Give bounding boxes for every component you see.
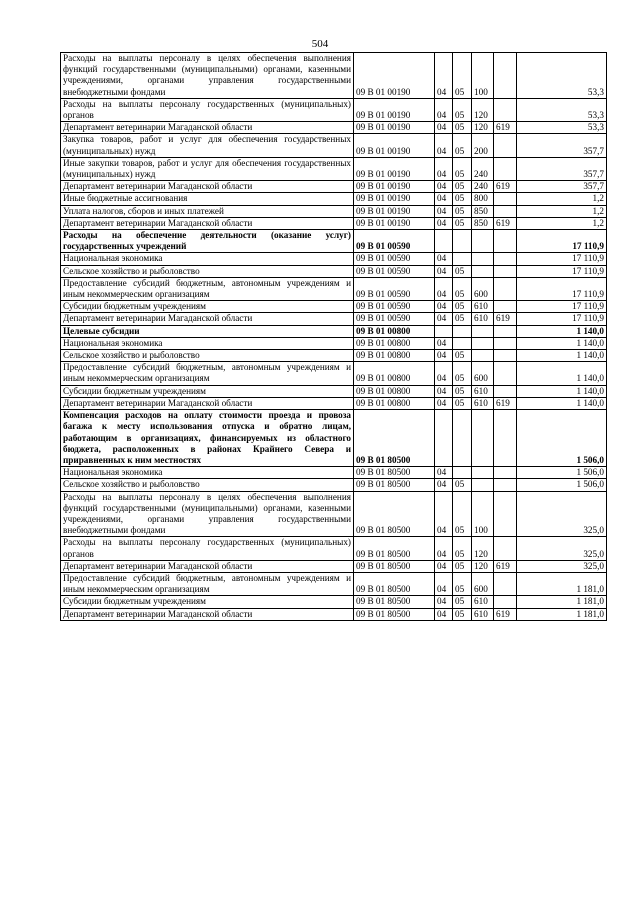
- department-code: [494, 537, 517, 560]
- amount: 17 110,9: [517, 265, 607, 277]
- section-code: 04: [435, 572, 453, 595]
- department-code: 619: [494, 397, 517, 409]
- row-name: Предоставление субсидий бюджетным, автономным учреждениям и иным некоммерческим организациям: [61, 362, 354, 385]
- amount: 17 110,9: [517, 253, 607, 265]
- amount: 1 140,0: [517, 362, 607, 385]
- expense-type: [472, 325, 494, 337]
- subsection-code: 05: [453, 350, 472, 362]
- table-row: [61, 537, 607, 560]
- row-name: Иные закупки товаров, работ и услуг для обеспечения государственных (муниципальных) нужд: [61, 157, 354, 180]
- section-code: 04: [435, 313, 453, 325]
- target-code: 09 В 01 00590: [354, 301, 435, 313]
- target-code: 09 В 01 80500: [354, 410, 435, 467]
- row-name: Расходы на обеспечение деятельности (оказание услуг) государственных учреждений: [61, 230, 354, 253]
- expense-type: 850: [472, 205, 494, 217]
- department-code: [494, 230, 517, 253]
- amount: 17 110,9: [517, 313, 607, 325]
- target-code: 09 В 01 00190: [354, 217, 435, 229]
- subsection-code: 05: [453, 560, 472, 572]
- target-code: 09 В 01 00800: [354, 325, 435, 337]
- row-name: Департамент ветеринарии Магаданской области: [61, 608, 354, 620]
- department-code: [494, 350, 517, 362]
- amount: 1 140,0: [517, 350, 607, 362]
- table-row: [61, 467, 607, 479]
- section-code: 04: [435, 560, 453, 572]
- department-code: [494, 265, 517, 277]
- table-row: [61, 134, 607, 157]
- row-name: Сельское хозяйство и рыболовство: [61, 265, 354, 277]
- row-name: Уплата налогов, сборов и иных платежей: [61, 205, 354, 217]
- subsection-code: [453, 410, 472, 467]
- subsection-code: 05: [453, 157, 472, 180]
- department-code: [494, 479, 517, 491]
- department-code: [494, 362, 517, 385]
- table-row: [61, 491, 607, 537]
- expense-type: 200: [472, 134, 494, 157]
- table-row: [61, 397, 607, 409]
- subsection-code: [453, 253, 472, 265]
- table-row: [61, 350, 607, 362]
- department-code: [494, 491, 517, 537]
- row-name: Департамент ветеринарии Магаданской области: [61, 181, 354, 193]
- subsection-code: 05: [453, 205, 472, 217]
- expense-type: [472, 253, 494, 265]
- department-code: [494, 337, 517, 349]
- target-code: 09 В 01 00190: [354, 98, 435, 121]
- subsection-code: 05: [453, 479, 472, 491]
- table-row: [61, 193, 607, 205]
- subsection-code: 05: [453, 277, 472, 300]
- target-code: 09 В 01 00190: [354, 157, 435, 180]
- table-row: [61, 157, 607, 180]
- department-code: [494, 385, 517, 397]
- amount: 1 506,0: [517, 467, 607, 479]
- row-name: Закупка товаров, работ и услуг для обеспечения государственных (муниципальных) нужд: [61, 134, 354, 157]
- target-code: 09 В 01 00190: [354, 134, 435, 157]
- expense-type: 100: [472, 491, 494, 537]
- section-code: 04: [435, 193, 453, 205]
- table-row: [61, 325, 607, 337]
- target-code: 09 В 01 80500: [354, 596, 435, 608]
- target-code: 09 В 01 00590: [354, 265, 435, 277]
- department-code: 619: [494, 122, 517, 134]
- section-code: 04: [435, 253, 453, 265]
- page-number: 504: [311, 38, 329, 50]
- table-row: [61, 181, 607, 193]
- row-name: Субсидии бюджетным учреждениям: [61, 596, 354, 608]
- department-code: [494, 253, 517, 265]
- budget-table: [60, 52, 607, 621]
- row-name: Департамент ветеринарии Магаданской области: [61, 397, 354, 409]
- row-name: Национальная экономика: [61, 253, 354, 265]
- subsection-code: 05: [453, 313, 472, 325]
- expense-type: 610: [472, 301, 494, 313]
- department-code: [494, 157, 517, 180]
- target-code: 09 В 01 00800: [354, 385, 435, 397]
- amount: 17 110,9: [517, 230, 607, 253]
- expense-type: [472, 230, 494, 253]
- row-name: Национальная экономика: [61, 467, 354, 479]
- target-code: 09 В 01 00590: [354, 313, 435, 325]
- amount: 357,7: [517, 181, 607, 193]
- subsection-code: 05: [453, 301, 472, 313]
- subsection-code: 05: [453, 265, 472, 277]
- amount: 53,3: [517, 98, 607, 121]
- amount: 1 506,0: [517, 479, 607, 491]
- section-code: 04: [435, 479, 453, 491]
- target-code: 09 В 01 00800: [354, 350, 435, 362]
- target-code: 09 В 01 80500: [354, 608, 435, 620]
- row-name: Компенсация расходов на оплату стоимости проезда и провоза багажа к месту использования отпуска и обратно лицам, работающим в организациях, финансируемых из областного бюджета, расположенных в районах Крайнего Севера и приравненных к ним местностях: [61, 410, 354, 467]
- department-code: [494, 410, 517, 467]
- section-code: [435, 410, 453, 467]
- table-row: [61, 253, 607, 265]
- target-code: 09 В 01 00800: [354, 362, 435, 385]
- section-code: 04: [435, 205, 453, 217]
- subsection-code: 05: [453, 572, 472, 595]
- section-code: 04: [435, 491, 453, 537]
- section-code: 04: [435, 301, 453, 313]
- department-code: 619: [494, 313, 517, 325]
- subsection-code: 05: [453, 491, 472, 537]
- subsection-code: 05: [453, 98, 472, 121]
- amount: 325,0: [517, 537, 607, 560]
- department-code: [494, 467, 517, 479]
- row-name: Субсидии бюджетным учреждениям: [61, 385, 354, 397]
- amount: 325,0: [517, 560, 607, 572]
- expense-type: 240: [472, 157, 494, 180]
- section-code: 04: [435, 98, 453, 121]
- table-row: [61, 479, 607, 491]
- department-code: 619: [494, 217, 517, 229]
- row-name: Расходы на выплаты персоналу государственных (муниципальных) органов: [61, 537, 354, 560]
- section-code: [435, 325, 453, 337]
- department-code: [494, 134, 517, 157]
- amount: 1 140,0: [517, 337, 607, 349]
- amount: 1 181,0: [517, 596, 607, 608]
- expense-type: [472, 467, 494, 479]
- row-name: Департамент ветеринарии Магаданской области: [61, 122, 354, 134]
- amount: 53,3: [517, 122, 607, 134]
- expense-type: 600: [472, 277, 494, 300]
- subsection-code: 05: [453, 181, 472, 193]
- target-code: 09 В 01 00590: [354, 253, 435, 265]
- expense-type: 800: [472, 193, 494, 205]
- amount: 357,7: [517, 134, 607, 157]
- table-row: [61, 217, 607, 229]
- expense-type: 610: [472, 397, 494, 409]
- subsection-code: 05: [453, 134, 472, 157]
- department-code: [494, 325, 517, 337]
- subsection-code: 05: [453, 193, 472, 205]
- department-code: [494, 301, 517, 313]
- table-row: [61, 608, 607, 620]
- subsection-code: 05: [453, 217, 472, 229]
- table-row: [61, 572, 607, 595]
- section-code: 04: [435, 596, 453, 608]
- section-code: 04: [435, 181, 453, 193]
- table-row: [61, 596, 607, 608]
- target-code: 09 В 01 80500: [354, 491, 435, 537]
- target-code: 09 В 01 00190: [354, 193, 435, 205]
- row-name: Расходы на выплаты персоналу в целях обеспечения выполнения функций государственными (муниципальными) органами, казенными учреждениями, органами управления государственными внебюджетными фондами: [61, 53, 354, 99]
- expense-type: 120: [472, 537, 494, 560]
- row-name: Департамент ветеринарии Магаданской области: [61, 313, 354, 325]
- section-code: 04: [435, 362, 453, 385]
- subsection-code: 05: [453, 608, 472, 620]
- department-code: [494, 572, 517, 595]
- target-code: 09 В 01 00800: [354, 337, 435, 349]
- budget-table-body: [61, 53, 607, 621]
- table-row: [61, 205, 607, 217]
- amount: 17 110,9: [517, 301, 607, 313]
- department-code: [494, 277, 517, 300]
- subsection-code: [453, 230, 472, 253]
- expense-type: [472, 479, 494, 491]
- row-name: Национальная экономика: [61, 337, 354, 349]
- department-code: [494, 98, 517, 121]
- row-name: Субсидии бюджетным учреждениям: [61, 301, 354, 313]
- expense-type: 610: [472, 596, 494, 608]
- department-code: [494, 53, 517, 99]
- subsection-code: 05: [453, 122, 472, 134]
- amount: 1,2: [517, 205, 607, 217]
- table-row: [61, 265, 607, 277]
- section-code: 04: [435, 537, 453, 560]
- table-row: [61, 385, 607, 397]
- department-code: [494, 193, 517, 205]
- amount: 1 181,0: [517, 572, 607, 595]
- row-name: Сельское хозяйство и рыболовство: [61, 350, 354, 362]
- target-code: 09 В 01 80500: [354, 572, 435, 595]
- target-code: 09 В 01 80500: [354, 467, 435, 479]
- target-code: 09 В 01 00190: [354, 205, 435, 217]
- subsection-code: 05: [453, 385, 472, 397]
- section-code: 04: [435, 157, 453, 180]
- department-code: [494, 205, 517, 217]
- row-name: Департамент ветеринарии Магаданской области: [61, 560, 354, 572]
- target-code: 09 В 01 00800: [354, 397, 435, 409]
- section-code: 04: [435, 385, 453, 397]
- row-name: Расходы на выплаты персоналу государственных (муниципальных) органов: [61, 98, 354, 121]
- expense-type: 120: [472, 98, 494, 121]
- target-code: 09 В 01 00190: [354, 181, 435, 193]
- target-code: 09 В 01 00190: [354, 122, 435, 134]
- row-name: Расходы на выплаты персоналу в целях обеспечения выполнения функций государственными (муниципальными) органами, казенными учреждениями, органами управления государственными внебюджетными фондами: [61, 491, 354, 537]
- expense-type: [472, 337, 494, 349]
- amount: 1 506,0: [517, 410, 607, 467]
- amount: 53,3: [517, 53, 607, 99]
- target-code: 09 В 01 80500: [354, 537, 435, 560]
- table-row: [61, 362, 607, 385]
- amount: 1 140,0: [517, 397, 607, 409]
- table-row: [61, 98, 607, 121]
- target-code: 09 В 01 00590: [354, 230, 435, 253]
- table-row: [61, 560, 607, 572]
- department-code: 619: [494, 560, 517, 572]
- section-code: 04: [435, 122, 453, 134]
- subsection-code: [453, 467, 472, 479]
- amount: 357,7: [517, 157, 607, 180]
- subsection-code: 05: [453, 53, 472, 99]
- expense-type: 120: [472, 122, 494, 134]
- row-name: Департамент ветеринарии Магаданской области: [61, 217, 354, 229]
- row-name: Иные бюджетные ассигнования: [61, 193, 354, 205]
- row-name: Предоставление субсидий бюджетным, автономным учреждениям и иным некоммерческим организациям: [61, 572, 354, 595]
- section-code: 04: [435, 350, 453, 362]
- section-code: [435, 230, 453, 253]
- department-code: [494, 596, 517, 608]
- table-row: [61, 410, 607, 467]
- table-row: [61, 53, 607, 99]
- section-code: 04: [435, 397, 453, 409]
- section-code: 04: [435, 53, 453, 99]
- expense-type: 610: [472, 608, 494, 620]
- subsection-code: [453, 337, 472, 349]
- department-code: 619: [494, 181, 517, 193]
- expense-type: 120: [472, 560, 494, 572]
- table-row: [61, 230, 607, 253]
- expense-type: [472, 350, 494, 362]
- amount: 325,0: [517, 491, 607, 537]
- subsection-code: 05: [453, 537, 472, 560]
- expense-type: [472, 410, 494, 467]
- expense-type: 610: [472, 385, 494, 397]
- subsection-code: 05: [453, 596, 472, 608]
- subsection-code: [453, 325, 472, 337]
- table-row: [61, 337, 607, 349]
- table-row: [61, 313, 607, 325]
- expense-type: [472, 265, 494, 277]
- section-code: 04: [435, 265, 453, 277]
- expense-type: 850: [472, 217, 494, 229]
- target-code: 09 В 01 00590: [354, 277, 435, 300]
- table-row: [61, 122, 607, 134]
- row-name: Сельское хозяйство и рыболовство: [61, 479, 354, 491]
- section-code: 04: [435, 337, 453, 349]
- table-row: [61, 277, 607, 300]
- expense-type: 610: [472, 313, 494, 325]
- amount: 1 140,0: [517, 385, 607, 397]
- expense-type: 600: [472, 572, 494, 595]
- amount: 17 110,9: [517, 277, 607, 300]
- amount: 1,2: [517, 193, 607, 205]
- section-code: 04: [435, 134, 453, 157]
- subsection-code: 05: [453, 362, 472, 385]
- section-code: 04: [435, 608, 453, 620]
- section-code: 04: [435, 217, 453, 229]
- expense-type: 600: [472, 362, 494, 385]
- subsection-code: 05: [453, 397, 472, 409]
- row-name: Предоставление субсидий бюджетным, автономным учреждениям и иным некоммерческим организациям: [61, 277, 354, 300]
- expense-type: 100: [472, 53, 494, 99]
- department-code: 619: [494, 608, 517, 620]
- expense-type: 240: [472, 181, 494, 193]
- section-code: 04: [435, 277, 453, 300]
- amount: 1,2: [517, 217, 607, 229]
- target-code: 09 В 01 80500: [354, 560, 435, 572]
- amount: 1 181,0: [517, 608, 607, 620]
- row-name: Целевые субсидии: [61, 325, 354, 337]
- amount: 1 140,0: [517, 325, 607, 337]
- table-row: [61, 301, 607, 313]
- target-code: 09 В 01 80500: [354, 479, 435, 491]
- target-code: 09 В 01 00190: [354, 53, 435, 99]
- section-code: 04: [435, 467, 453, 479]
